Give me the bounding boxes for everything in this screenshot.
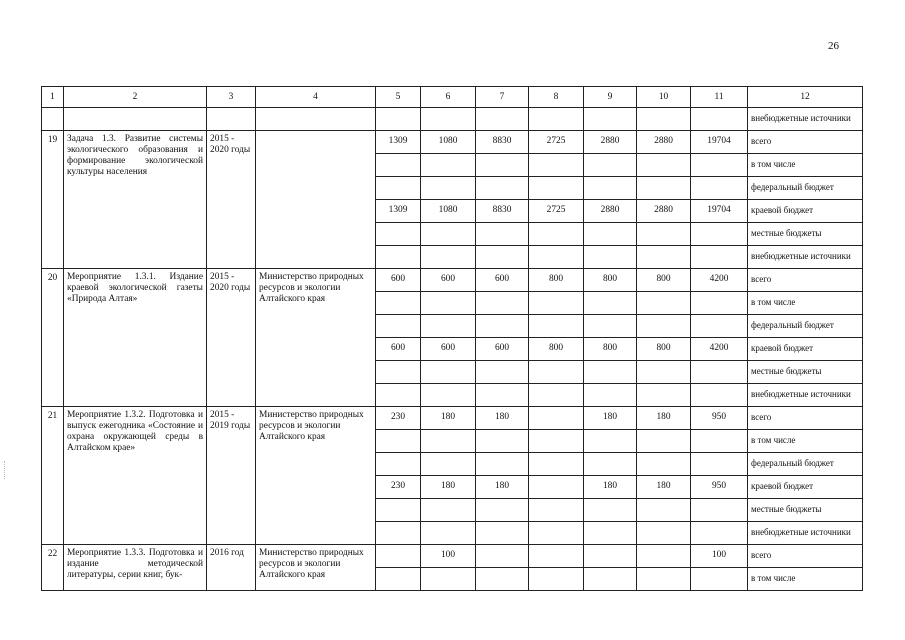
funding-value	[529, 568, 584, 591]
funding-value	[421, 154, 476, 177]
funding-value	[637, 522, 691, 545]
funding-source: внебюджетные источники	[748, 384, 863, 407]
funding-value: 100	[691, 545, 748, 568]
activity-name: Задача 1.3. Развитие системы экологического образования и формирование экологической культуры населения	[64, 131, 207, 269]
funding-value	[529, 361, 584, 384]
funding-value: 180	[584, 407, 637, 430]
implementation-period: 2015 - 2020 годы	[207, 269, 256, 407]
funding-value: 600	[421, 269, 476, 292]
funding-value	[529, 384, 584, 407]
funding-value	[584, 453, 637, 476]
funding-value: 1080	[421, 131, 476, 154]
funding-value	[637, 568, 691, 591]
funding-value	[529, 522, 584, 545]
funding-value: 180	[476, 476, 529, 499]
funding-source: местные бюджеты	[748, 361, 863, 384]
funding-value	[529, 177, 584, 200]
funding-value	[637, 361, 691, 384]
funding-value	[476, 453, 529, 476]
funding-value	[421, 246, 476, 269]
funding-value	[421, 292, 476, 315]
funding-value	[584, 177, 637, 200]
executor	[256, 131, 376, 269]
header-cell: 9	[584, 87, 637, 108]
funding-value	[421, 384, 476, 407]
funding-value	[376, 499, 421, 522]
funding-value: 230	[376, 476, 421, 499]
row-number: 19	[42, 131, 64, 269]
funding-value	[476, 246, 529, 269]
empty-cell	[476, 108, 529, 131]
funding-source: всего	[748, 545, 863, 568]
funding-value: 950	[691, 407, 748, 430]
table-row	[42, 269, 863, 292]
funding-value: 8830	[476, 200, 529, 223]
empty-cell	[376, 108, 421, 131]
funding-value	[476, 522, 529, 545]
funding-value	[529, 315, 584, 338]
executor: Министерство природных ресурсов и экологии Алтайского края	[256, 407, 376, 545]
header-cell: 4	[256, 87, 376, 108]
funding-value	[637, 384, 691, 407]
funding-value	[637, 453, 691, 476]
empty-cell	[421, 108, 476, 131]
funding-value	[476, 177, 529, 200]
funding-value	[421, 568, 476, 591]
funding-value	[691, 246, 748, 269]
empty-cell	[42, 108, 64, 131]
funding-value	[476, 154, 529, 177]
activity-name: Мероприятие 1.3.1. Издание краевой экологической газеты «Природа Алтая»	[64, 269, 207, 407]
funding-value	[584, 315, 637, 338]
funding-value	[637, 430, 691, 453]
funding-value: 19704	[691, 200, 748, 223]
funding-value	[421, 177, 476, 200]
funding-value	[376, 430, 421, 453]
funding-value	[637, 177, 691, 200]
funding-value: 600	[376, 269, 421, 292]
funding-value	[584, 246, 637, 269]
funding-source: внебюджетные источники	[748, 246, 863, 269]
funding-value	[691, 384, 748, 407]
funding-value	[529, 430, 584, 453]
funding-value	[376, 545, 421, 568]
funding-value	[376, 223, 421, 246]
implementation-period: 2015 - 2020 годы	[207, 131, 256, 269]
funding-value	[691, 361, 748, 384]
funding-source: в том числе	[748, 292, 863, 315]
funding-value	[376, 177, 421, 200]
carry-over-row	[42, 108, 863, 131]
header-cell: 8	[529, 87, 584, 108]
funding-value	[691, 453, 748, 476]
funding-value	[584, 223, 637, 246]
funding-value	[529, 407, 584, 430]
funding-value	[584, 384, 637, 407]
funding-value	[376, 568, 421, 591]
header-row	[42, 87, 863, 108]
funding-value: 600	[421, 338, 476, 361]
funding-value: 1309	[376, 200, 421, 223]
funding-source: всего	[748, 131, 863, 154]
funding-value	[691, 177, 748, 200]
row-number: 21	[42, 407, 64, 545]
funding-value: 800	[529, 338, 584, 361]
funding-value	[421, 453, 476, 476]
header-cell: 3	[207, 87, 256, 108]
funding-value: 800	[584, 338, 637, 361]
funding-source: местные бюджеты	[748, 223, 863, 246]
funding-source: федеральный бюджет	[748, 453, 863, 476]
funding-value: 230	[376, 407, 421, 430]
funding-source: в том числе	[748, 568, 863, 591]
funding-value	[691, 223, 748, 246]
funding-value	[691, 522, 748, 545]
header-cell: 1	[42, 87, 64, 108]
funding-value	[637, 499, 691, 522]
funding-source: внебюджетные источники	[748, 108, 863, 131]
funding-value: 600	[476, 269, 529, 292]
funding-value: 800	[529, 269, 584, 292]
funding-value: 2880	[637, 131, 691, 154]
empty-cell	[529, 108, 584, 131]
funding-value	[691, 499, 748, 522]
funding-value	[376, 361, 421, 384]
funding-source: всего	[748, 269, 863, 292]
funding-value	[691, 154, 748, 177]
funding-value: 4200	[691, 338, 748, 361]
funding-value	[637, 246, 691, 269]
activity-name: Мероприятие 1.3.2. Подготовка и выпуск ежегодника «Состояние и охрана окружающей среды в Алтайском крае»	[64, 407, 207, 545]
empty-cell	[207, 108, 256, 131]
funding-value	[476, 223, 529, 246]
funding-value	[584, 154, 637, 177]
funding-value: 180	[637, 407, 691, 430]
header-cell: 10	[637, 87, 691, 108]
funding-value	[584, 568, 637, 591]
funding-value	[584, 361, 637, 384]
funding-source: всего	[748, 407, 863, 430]
funding-value: 180	[421, 407, 476, 430]
funding-value	[691, 292, 748, 315]
program-funding-table	[41, 86, 863, 591]
funding-value	[529, 476, 584, 499]
funding-value: 4200	[691, 269, 748, 292]
table-row	[42, 407, 863, 430]
funding-value	[376, 315, 421, 338]
funding-value: 180	[584, 476, 637, 499]
funding-source: федеральный бюджет	[748, 177, 863, 200]
funding-source: внебюджетные источники	[748, 522, 863, 545]
empty-cell	[584, 108, 637, 131]
row-number: 22	[42, 545, 64, 591]
empty-cell	[691, 108, 748, 131]
funding-value	[637, 154, 691, 177]
funding-value: 2880	[584, 200, 637, 223]
funding-value: 180	[476, 407, 529, 430]
funding-value	[529, 499, 584, 522]
header-cell: 2	[64, 87, 207, 108]
empty-cell	[637, 108, 691, 131]
funding-value	[529, 453, 584, 476]
funding-value	[421, 522, 476, 545]
header-cell: 6	[421, 87, 476, 108]
header-cell: 11	[691, 87, 748, 108]
funding-value	[637, 545, 691, 568]
funding-source: краевой бюджет	[748, 200, 863, 223]
funding-value	[529, 246, 584, 269]
funding-value: 600	[476, 338, 529, 361]
funding-value	[584, 522, 637, 545]
funding-value: 2725	[529, 200, 584, 223]
funding-value	[529, 223, 584, 246]
funding-value	[376, 522, 421, 545]
funding-value: 1309	[376, 131, 421, 154]
empty-cell	[64, 108, 207, 131]
table-row	[42, 131, 863, 154]
funding-source: краевой бюджет	[748, 338, 863, 361]
funding-value	[421, 223, 476, 246]
funding-value	[476, 292, 529, 315]
funding-value	[529, 292, 584, 315]
funding-value	[584, 545, 637, 568]
implementation-period: 2015 - 2019 годы	[207, 407, 256, 545]
funding-value: 600	[376, 338, 421, 361]
funding-value	[476, 384, 529, 407]
funding-value	[476, 361, 529, 384]
funding-value	[421, 430, 476, 453]
funding-value: 800	[637, 269, 691, 292]
funding-value	[376, 384, 421, 407]
funding-source: в том числе	[748, 430, 863, 453]
empty-cell	[256, 108, 376, 131]
funding-value	[637, 292, 691, 315]
funding-value	[376, 154, 421, 177]
funding-source: местные бюджеты	[748, 499, 863, 522]
funding-value	[584, 430, 637, 453]
executor: Министерство природных ресурсов и экологии Алтайского края	[256, 269, 376, 407]
executor: Министерство природных ресурсов и экологии Алтайского края	[256, 545, 376, 591]
implementation-period: 2016 год	[207, 545, 256, 591]
funding-value	[476, 499, 529, 522]
funding-source: краевой бюджет	[748, 476, 863, 499]
funding-value	[421, 499, 476, 522]
funding-value	[476, 315, 529, 338]
header-cell: 5	[376, 87, 421, 108]
funding-value	[637, 223, 691, 246]
activity-name: Мероприятие 1.3.3. Подготовка и издание методической литературы, серии книг, бук-	[64, 545, 207, 591]
funding-value	[584, 499, 637, 522]
funding-value	[476, 545, 529, 568]
funding-value	[476, 568, 529, 591]
funding-value: 180	[637, 476, 691, 499]
row-number: 20	[42, 269, 64, 407]
funding-value: 1080	[421, 200, 476, 223]
funding-value	[476, 430, 529, 453]
funding-value	[691, 568, 748, 591]
funding-value: 8830	[476, 131, 529, 154]
table-row	[42, 545, 863, 568]
header-cell: 7	[476, 87, 529, 108]
funding-value: 2880	[584, 131, 637, 154]
funding-value	[691, 430, 748, 453]
funding-value	[376, 292, 421, 315]
funding-value	[376, 453, 421, 476]
scan-artifact	[4, 461, 15, 479]
header-cell: 12	[748, 87, 863, 108]
funding-value	[421, 315, 476, 338]
funding-value	[376, 246, 421, 269]
funding-value	[637, 315, 691, 338]
funding-source: федеральный бюджет	[748, 315, 863, 338]
funding-value: 19704	[691, 131, 748, 154]
funding-value	[529, 154, 584, 177]
funding-value	[691, 315, 748, 338]
funding-value	[421, 361, 476, 384]
funding-value	[529, 545, 584, 568]
funding-value: 180	[421, 476, 476, 499]
funding-value: 2880	[637, 200, 691, 223]
funding-value	[584, 292, 637, 315]
page-number: 26	[828, 40, 839, 52]
funding-value: 950	[691, 476, 748, 499]
funding-value: 800	[584, 269, 637, 292]
funding-source: в том числе	[748, 154, 863, 177]
funding-value: 100	[421, 545, 476, 568]
funding-value: 2725	[529, 131, 584, 154]
funding-value: 800	[637, 338, 691, 361]
